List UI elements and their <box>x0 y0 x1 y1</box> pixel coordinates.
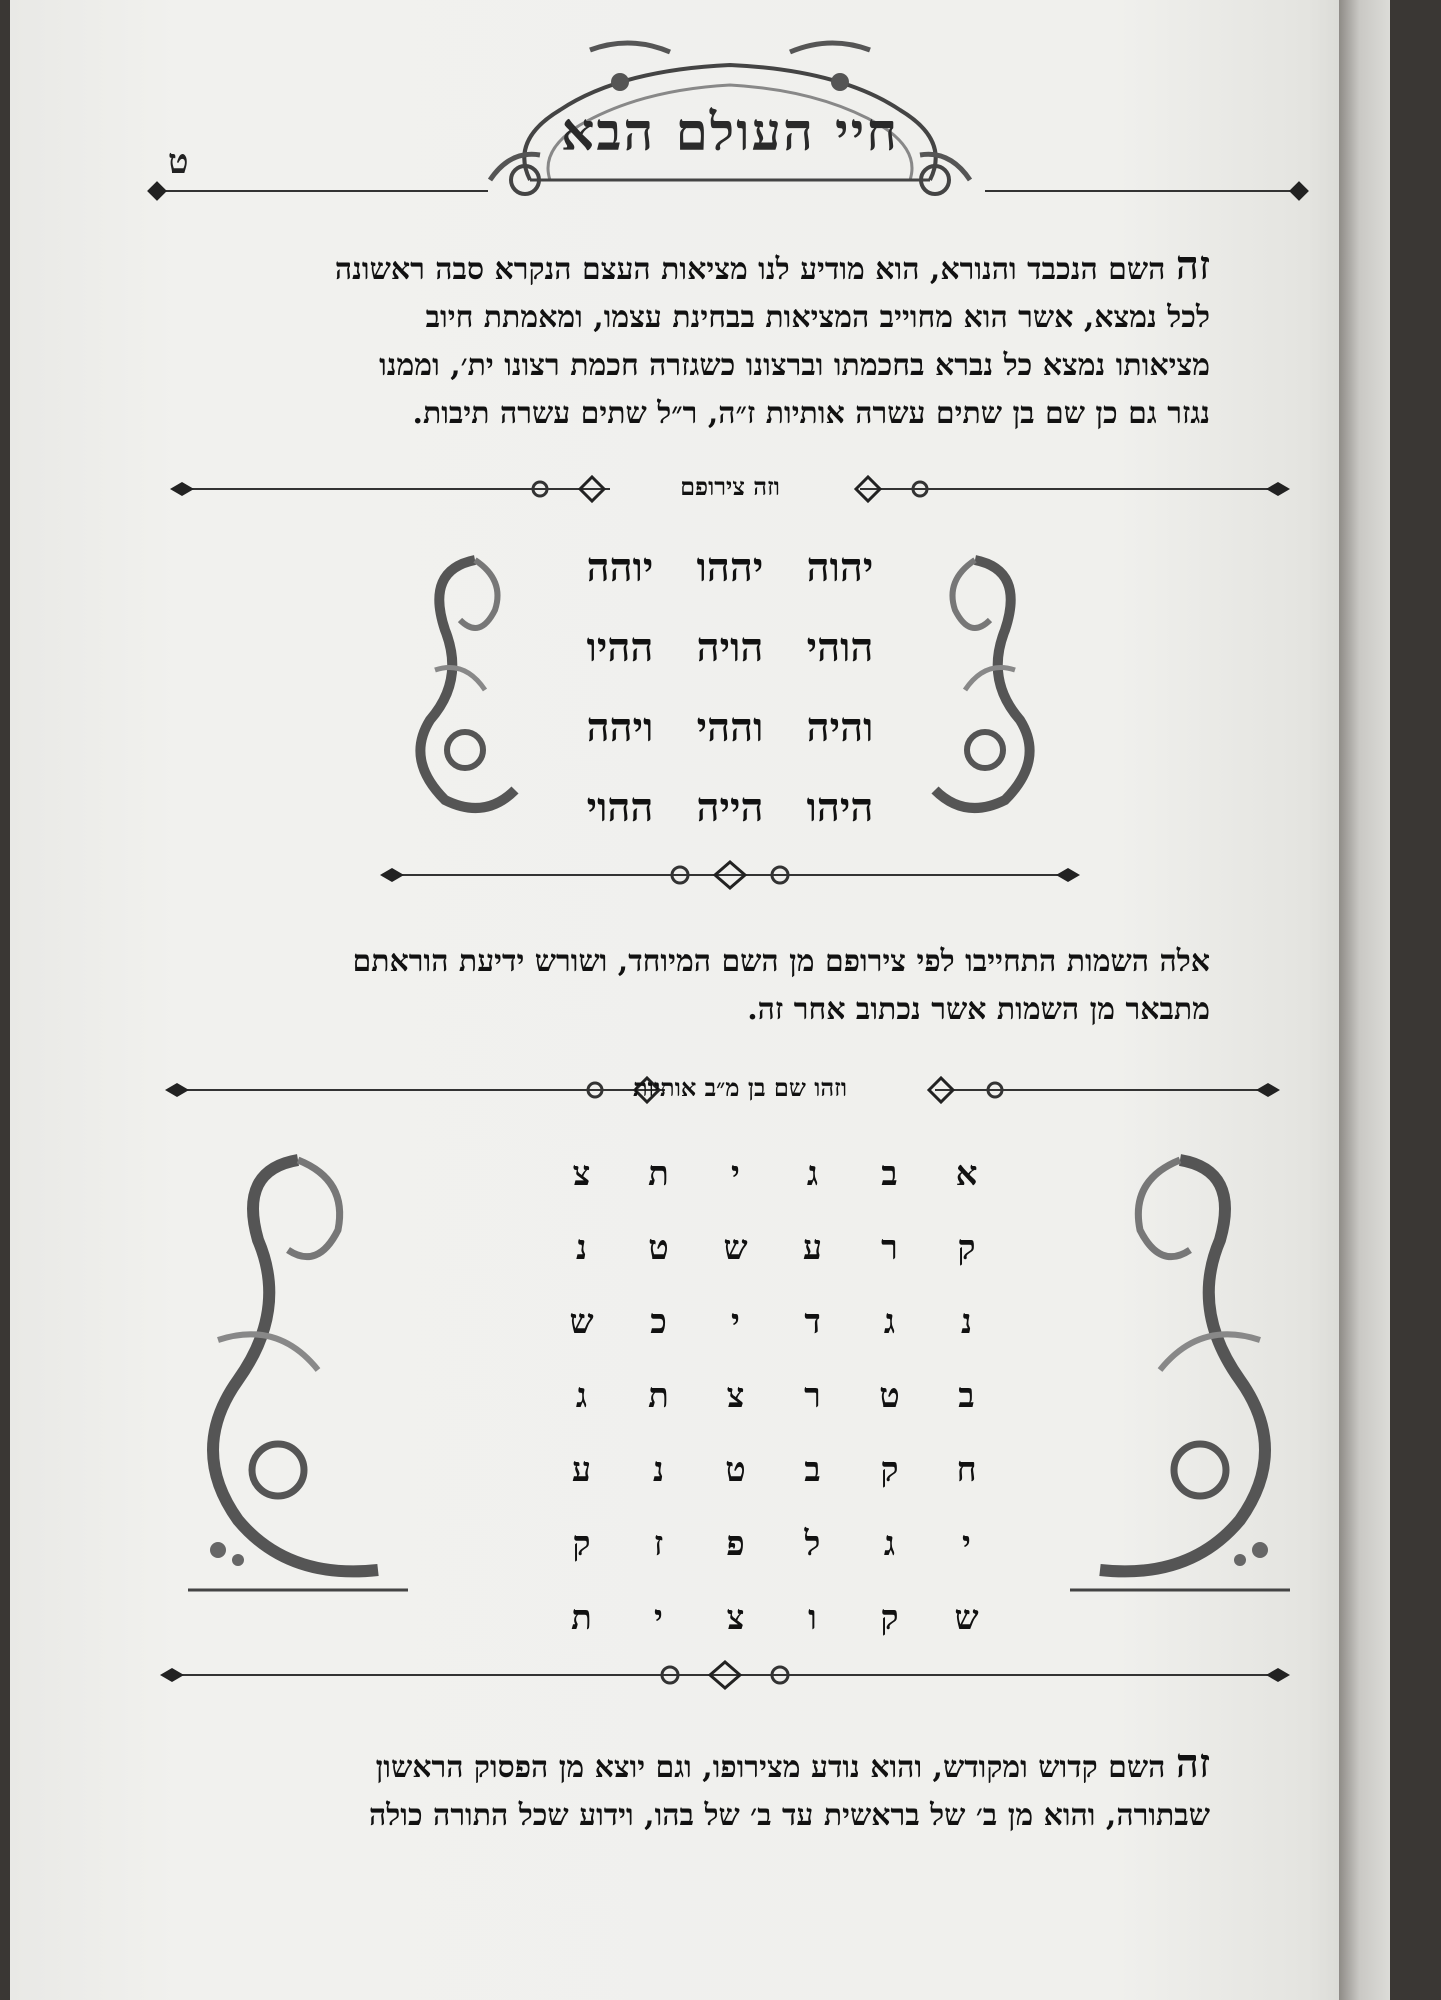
paragraph-3-line-2: שבתורה, והוא מן ב׳ של בראשית עד ב׳ של בהו, וידוע שכל התורה כולה <box>368 1798 1210 1833</box>
permutations-grid <box>565 545 895 831</box>
paragraph-3 <box>130 1740 1210 1840</box>
letter-cell: ט <box>648 1228 669 1268</box>
letter-cell: נ <box>575 1228 588 1268</box>
letter-cell: י <box>962 1524 971 1564</box>
right-floral-ornament-1 <box>915 550 1045 820</box>
right-floral-ornament-2 <box>1060 1150 1300 1610</box>
permutation-cell: הוהי <box>806 624 874 671</box>
letter-cell: ר <box>881 1228 898 1268</box>
letter-cell: ק <box>880 1450 899 1490</box>
permutation-cell: ההוי <box>586 784 654 831</box>
letter-cell: ב <box>804 1450 821 1490</box>
paragraph-1 <box>130 242 1210 438</box>
letter-cell: ז <box>653 1524 664 1564</box>
paragraph-1-line-4: נגזר גם כן שם בן שתים עשרה אותיות ז״ה, ר״ל שתים עשרה תיבות. <box>412 396 1210 431</box>
letter-cell: ד <box>804 1302 821 1342</box>
header-diamond-right <box>1289 181 1309 201</box>
letter-cell: ג <box>575 1376 588 1416</box>
letter-cell: ח <box>956 1450 977 1490</box>
page-title: חיי העולם הבא <box>560 102 900 163</box>
permutation-cell: והיה <box>806 704 874 751</box>
permutation-cell: הויה <box>696 624 764 671</box>
letter-cell: ת <box>648 1154 669 1194</box>
letter-cell: א <box>955 1154 978 1194</box>
paragraph-1-line-1: השם הנכבד והנורא, הוא מודיע לנו מציאות העצם הנקרא סבה ראשונה <box>334 252 1166 287</box>
letter-cell: ג <box>883 1524 896 1564</box>
letter-cell: פ <box>726 1524 745 1564</box>
letter-cell: ת <box>648 1376 669 1416</box>
letter-cell: ט <box>879 1376 900 1416</box>
letter-cell-empty <box>466 1226 543 1271</box>
permutation-cell: ההיו <box>586 624 654 671</box>
letter-cell: י <box>654 1598 663 1638</box>
letter-cell: ט <box>725 1450 746 1490</box>
letter-cell: צ <box>726 1376 745 1416</box>
header-rule-right <box>985 190 1290 192</box>
letter-cell: ק <box>572 1524 591 1564</box>
left-floral-ornament-2 <box>178 1150 418 1610</box>
letter-cell: ל <box>804 1524 821 1564</box>
permutation-cell: הייה <box>696 784 764 831</box>
letter-cell: כ <box>650 1302 667 1342</box>
letter-cell: ר <box>804 1376 821 1416</box>
paragraph-1-line-2: לכל נמצא, אשר הוא מחוייב המציאות בבחינת עצמו, ומאמתת חיוב <box>425 300 1210 335</box>
letter-cell: ק <box>880 1598 899 1638</box>
letter-cell: צ <box>572 1154 591 1194</box>
paragraph-3-line-1: השם קדוש ומקודש, והוא נודע מצירופו, וגם יוצא מן הפסוק הראשון <box>375 1750 1166 1785</box>
letter-cell-empty <box>466 1596 543 1641</box>
permutation-cell: יוהה <box>586 544 654 591</box>
letter-cell-empty <box>466 1374 543 1419</box>
letter-cell: י <box>731 1154 740 1194</box>
paragraph-2 <box>130 938 1210 1034</box>
section-2-heading: וזהו שם בן מ״ב אותיות <box>632 1073 848 1102</box>
letter-cell-empty <box>466 1522 543 1567</box>
paragraph-3-lead: זה <box>1175 1740 1210 1787</box>
letter-cell: י <box>731 1302 740 1342</box>
header-diamond-left <box>147 181 167 201</box>
permutation-cell: היהו <box>806 784 874 831</box>
letter-cell: ע <box>802 1228 823 1268</box>
letter-cell: ב <box>958 1376 975 1416</box>
letter-cell: ת <box>571 1598 592 1638</box>
header-rule-left <box>158 190 488 192</box>
letter-cell: ש <box>954 1598 979 1638</box>
paragraph-2-line-1: אלה השמות התחייבו לפי צירופם מן השם המיוחד, ושורש ידיעת הוראתם <box>352 944 1210 979</box>
book-page <box>10 0 1390 2000</box>
letter-cell: ש <box>723 1228 748 1268</box>
page-edge <box>1339 0 1390 2000</box>
paragraph-2-line-2: מתבאר מן השמות אשר נכתוב אחר זה. <box>747 992 1210 1027</box>
letter-cell: נ <box>960 1302 973 1342</box>
paragraph-1-line-3: מציאותו נמצא כל נברא בחכמתו וברצונו כשגזרה חכמת רצונו ית׳, וממנו <box>379 348 1210 383</box>
letter-cell-empty <box>466 1300 543 1345</box>
section-1-heading: וזה צירופם <box>680 472 780 501</box>
paragraph-1-lead: זה <box>1175 242 1210 289</box>
permutation-cell: וההי <box>696 704 764 751</box>
letter-cell: ג <box>806 1154 819 1194</box>
letter-cell: ו <box>808 1598 817 1638</box>
letter-cell: ע <box>571 1450 592 1490</box>
letter-cell-empty <box>466 1152 543 1197</box>
forty-two-letter-grid <box>465 1152 1005 1641</box>
letter-cell: נ <box>652 1450 665 1490</box>
left-floral-ornament-1 <box>405 550 535 820</box>
permutation-cell: ויהה <box>586 704 654 751</box>
letter-cell: ק <box>957 1228 976 1268</box>
page-number: ט <box>168 142 189 182</box>
section-1-bottom-divider <box>380 860 1080 890</box>
letter-cell: ב <box>881 1154 898 1194</box>
permutation-cell: יההו <box>696 544 764 591</box>
letter-cell-empty <box>466 1448 543 1493</box>
permutation-cell: יהוה <box>806 544 874 591</box>
letter-cell: ש <box>569 1302 594 1342</box>
letter-cell: ג <box>883 1302 896 1342</box>
section-2-bottom-divider <box>160 1660 1290 1690</box>
letter-cell: צ <box>726 1598 745 1638</box>
